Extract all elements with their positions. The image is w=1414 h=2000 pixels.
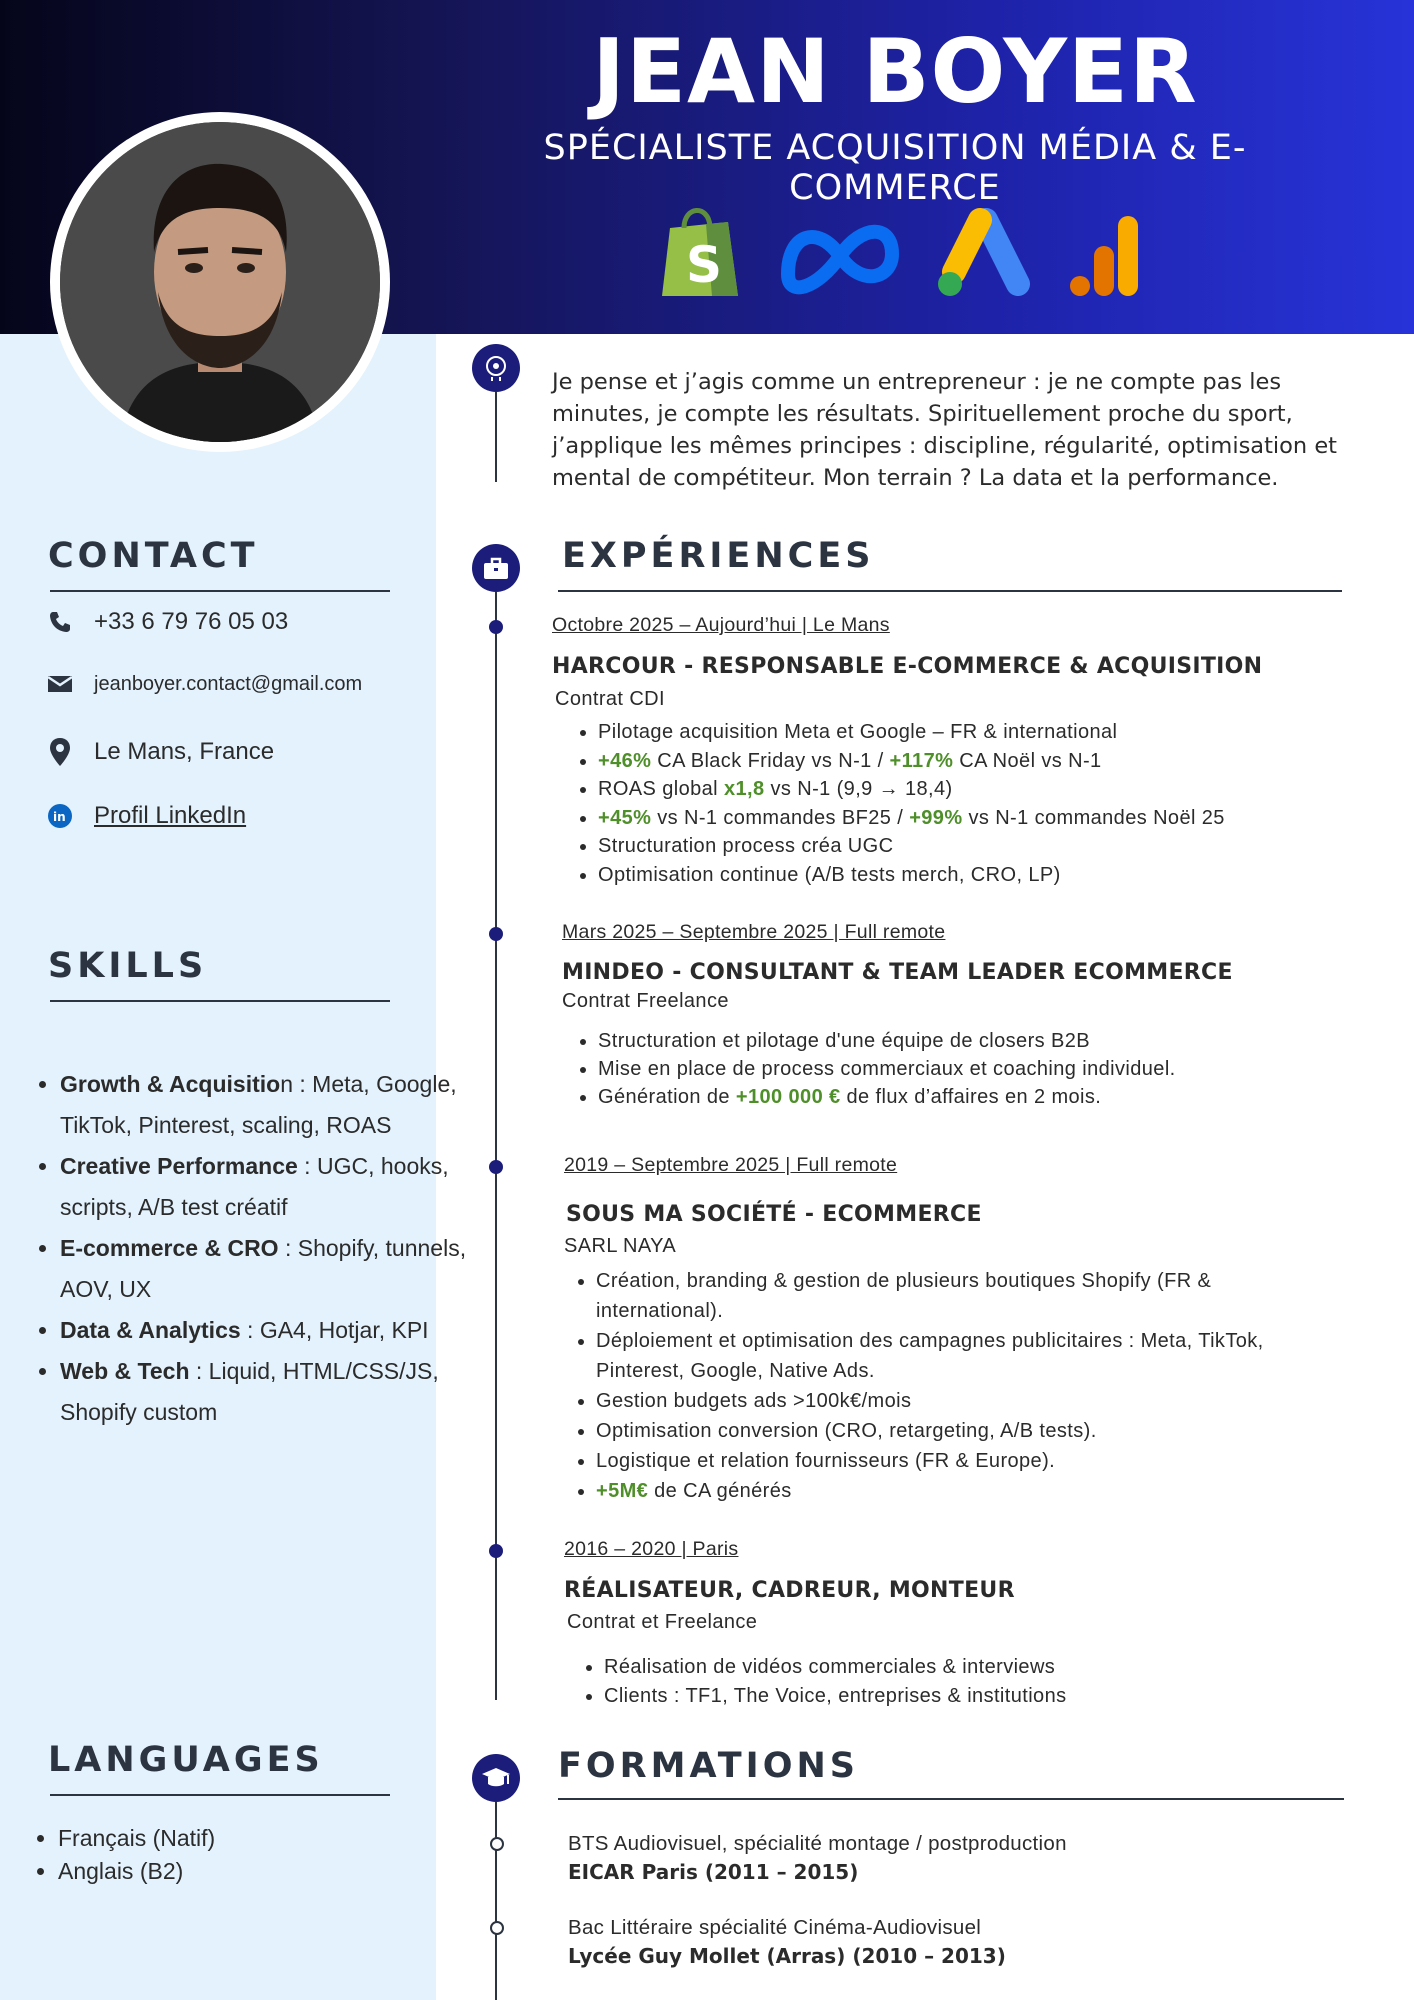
job-contract: Contrat Freelance xyxy=(562,990,729,1012)
education-timeline-line xyxy=(495,1802,497,2000)
job-bullet: • Structuration et pilotage d'une équipe de closers B2B xyxy=(598,1027,1344,1055)
languages-list xyxy=(30,1822,430,1888)
timeline-dot xyxy=(490,1921,504,1935)
google-analytics-icon xyxy=(1068,212,1144,298)
job-title: HARCOUR - RESPONSABLE E-COMMERCE & ACQUISITION xyxy=(552,654,1263,679)
job-title: MINDEO - CONSULTANT & TEAM LEADER ECOMMERCE xyxy=(562,960,1233,985)
job-bullet: • Logistique et relation fournisseurs (FR & Europe). xyxy=(596,1446,1322,1476)
job-bullet: • Création, branding & gestion de plusieurs boutiques Shopify (FR & international). xyxy=(596,1266,1322,1326)
intro-paragraph: Je pense et j’agis comme un entrepreneur : je ne compte pas les minutes, je compte les résultats. Spirituellement proche du sport, j’applique les mêmes principes : discipline, régularité, optimisation et mental de compétiteur. Mon terrain ? La data et la performance. xyxy=(552,369,1337,491)
job-bullets xyxy=(570,1653,1330,1711)
job-bullets-wrap xyxy=(562,1266,1322,1506)
contact-email-row xyxy=(46,664,362,704)
timeline-dot xyxy=(490,1837,504,1851)
job-bullet: • Pilotage acquisition Meta et Google – FR & international xyxy=(598,718,1344,747)
skills-list xyxy=(30,1064,470,1433)
skill-item: • Data & Analytics : GA4, Hotjar, KPI xyxy=(60,1310,470,1351)
skills-divider xyxy=(50,1000,390,1002)
location-pin-icon xyxy=(46,738,74,766)
timeline-dot xyxy=(489,1160,503,1174)
graduation-cap-icon xyxy=(472,1754,520,1802)
job-contract: Contrat et Freelance xyxy=(567,1611,758,1633)
job-date: Octobre 2025 – Aujourd’hui | Le Mans xyxy=(552,614,890,636)
job-bullet: • Clients : TF1, The Voice, entreprises & institutions xyxy=(604,1682,1330,1711)
job-date: 2019 – Septembre 2025 | Full remote xyxy=(564,1154,898,1176)
job-date: 2016 – 2020 | Paris xyxy=(564,1538,739,1560)
school-name: EICAR Paris (2011 – 2015) xyxy=(568,1860,859,1884)
job-contract: Contrat CDI xyxy=(555,688,665,710)
briefcase-icon xyxy=(472,544,520,592)
candidate-name: JEAN BOYER xyxy=(592,20,1198,123)
school-name: Lycée Guy Mollet (Arras) (2010 – 2013) xyxy=(568,1944,1006,1968)
job-title: RÉALISATEUR, CADREUR, MONTEUR xyxy=(564,1578,1015,1603)
shopify-icon xyxy=(656,200,742,300)
job-bullet: • Génération de +100 000 € de flux d’affaires en 2 mois. xyxy=(598,1083,1344,1111)
skill-item: • Growth & Acquisition : Meta, Google, TikTok, Pinterest, scaling, ROAS xyxy=(60,1064,470,1146)
timeline-dot xyxy=(489,927,503,941)
contact-phone-row xyxy=(46,602,288,642)
svg-text:S: S xyxy=(686,236,723,294)
job-bullet: • +5M€ de CA générés xyxy=(596,1476,1322,1506)
languages-heading: LANGUAGES xyxy=(48,1740,324,1780)
job-bullet: • Structuration process créa UGC xyxy=(598,832,1344,861)
contact-heading: CONTACT xyxy=(48,536,259,576)
phone-icon xyxy=(46,608,74,636)
linkedin-icon xyxy=(46,802,74,830)
experience-divider xyxy=(558,590,1342,592)
job-bullet: • Réalisation de vidéos commerciales & interviews xyxy=(604,1653,1330,1682)
skills-list-wrap xyxy=(30,1064,470,1433)
language-item: • Anglais (B2) xyxy=(58,1855,430,1888)
contact-divider xyxy=(50,590,390,592)
job-bullet: • +45% vs N-1 commandes BF25 / +99% vs N-1 commandes Noël 25 xyxy=(598,804,1344,833)
job-contract: SARL NAYA xyxy=(564,1235,677,1257)
job-bullet: • Optimisation continue (A/B tests merch, CRO, LP) xyxy=(598,861,1344,890)
email-address[interactable]: jeanboyer.contact@gmail.com xyxy=(94,672,363,695)
timeline-dot xyxy=(489,1544,503,1558)
job-bullet: • Gestion budgets ads >100k€/mois xyxy=(596,1386,1322,1416)
location-text: Le Mans, France xyxy=(94,738,275,765)
degree-name: Bac Littéraire spécialité Cinéma-Audiovisuel xyxy=(568,1916,982,1939)
job-bullets xyxy=(562,1266,1322,1506)
job-bullets-wrap xyxy=(570,1653,1330,1711)
phone-number: +33 6 79 76 05 03 xyxy=(94,608,289,635)
languages-list-wrap xyxy=(30,1822,430,1888)
languages-divider xyxy=(50,1794,390,1796)
mail-icon xyxy=(46,670,74,698)
contact-location-row xyxy=(46,732,274,772)
job-bullets xyxy=(564,718,1344,889)
skill-item: • E-commerce & CRO : Shopify, tunnels, AOV, UX xyxy=(60,1228,470,1310)
job-bullets xyxy=(564,1027,1344,1111)
skill-item: • Web & Tech : Liquid, HTML/CSS/JS, Shopify custom xyxy=(60,1351,470,1433)
experience-heading: EXPÉRIENCES xyxy=(562,536,875,576)
skill-item: • Creative Performance : UGC, hooks, scripts, A/B test créatif xyxy=(60,1146,470,1228)
brain-icon xyxy=(472,344,520,392)
job-bullet: • Mise en place de process commerciaux et coaching individuel. xyxy=(598,1055,1344,1083)
job-date: Mars 2025 – Septembre 2025 | Full remote xyxy=(562,921,946,943)
job-bullet: • Déploiement et optimisation des campagnes publicitaires : Meta, TikTok, Pinterest, Google, Native Ads. xyxy=(596,1326,1322,1386)
job-bullets-wrap xyxy=(564,718,1344,889)
contact-linkedin-row xyxy=(46,796,246,836)
job-bullet: • Optimisation conversion (CRO, retargeting, A/B tests). xyxy=(596,1416,1322,1446)
job-title: SOUS MA SOCIÉTÉ - ECOMMERCE xyxy=(566,1202,982,1227)
google-ads-icon xyxy=(934,208,1030,300)
intro-timeline-line xyxy=(495,392,497,482)
skills-heading: SKILLS xyxy=(48,946,208,986)
profile-photo xyxy=(60,122,380,442)
candidate-subtitle: SPÉCIALISTE ACQUISITION MÉDIA & E-COMMERCE xyxy=(543,128,1247,208)
meta-icon xyxy=(778,214,902,298)
job-bullet: • ROAS global x1,8 vs N-1 (9,9 → 18,4) xyxy=(598,775,1344,804)
experience-timeline-line xyxy=(495,592,497,1700)
education-divider xyxy=(558,1798,1344,1800)
degree-name: BTS Audiovisuel, spécialité montage / postproduction xyxy=(568,1832,1067,1855)
svg-text:in: in xyxy=(53,810,66,824)
linkedin-link[interactable]: Profil LinkedIn xyxy=(94,802,247,829)
education-heading: FORMATIONS xyxy=(558,1746,859,1786)
language-item: • Français (Natif) xyxy=(58,1822,430,1855)
timeline-dot xyxy=(489,620,503,634)
job-bullets-wrap xyxy=(564,1027,1344,1111)
job-bullet: • +46% CA Black Friday vs N-1 / +117% CA Noël vs N-1 xyxy=(598,747,1344,776)
